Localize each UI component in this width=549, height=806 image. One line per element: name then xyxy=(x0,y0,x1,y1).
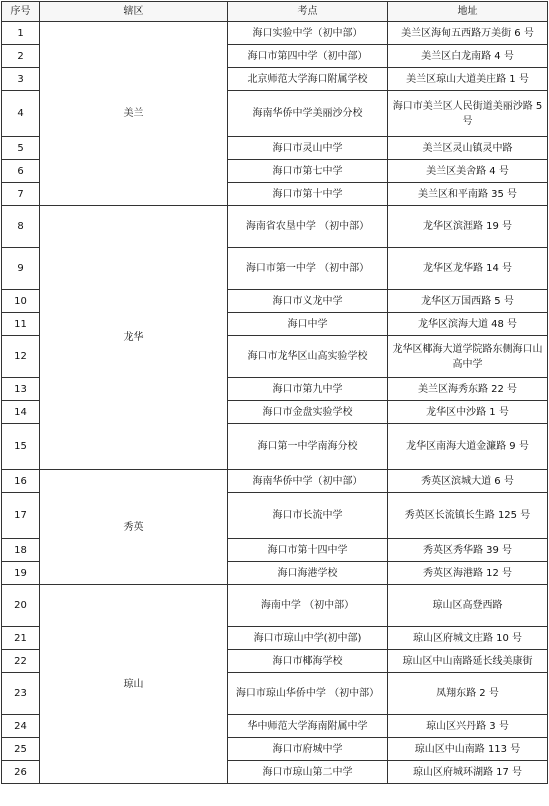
row-site: 海口市金盘实验学校 xyxy=(228,401,388,424)
row-site: 海口市第十中学 xyxy=(228,183,388,206)
row-address: 琼山区中山南路延长线美康街 xyxy=(388,650,548,673)
row-no: 8 xyxy=(2,206,40,248)
row-address: 美兰区琼山大道美庄路 1 号 xyxy=(388,68,548,91)
row-address: 龙华区中沙路 1 号 xyxy=(388,401,548,424)
row-site: 华中师范大学海南附属中学 xyxy=(228,715,388,738)
row-site: 海口中学 xyxy=(228,313,388,336)
row-site: 海口市第九中学 xyxy=(228,378,388,401)
row-address: 琼山区府城文庄路 10 号 xyxy=(388,627,548,650)
table-row xyxy=(2,585,548,627)
row-site: 海口市府城中学 xyxy=(228,738,388,761)
row-address: 美兰区海秀东路 22 号 xyxy=(388,378,548,401)
row-site: 海口市琼山第二中学 xyxy=(228,761,388,784)
row-no: 2 xyxy=(2,45,40,68)
header-district: 辖区 xyxy=(40,2,228,22)
district-cell: 秀英 xyxy=(40,470,228,585)
row-address: 龙华区椰海大道学院路东侧海口山高中学 xyxy=(388,336,548,378)
header-site: 考点 xyxy=(228,2,388,22)
row-site: 海口实验中学（初中部） xyxy=(228,22,388,45)
row-site: 海口市长流中学 xyxy=(228,493,388,539)
row-no: 1 xyxy=(2,22,40,45)
row-site: 海南华侨中学（初中部） xyxy=(228,470,388,493)
row-site: 海南华侨中学美丽沙分校 xyxy=(228,91,388,137)
district-cell: 龙华 xyxy=(40,206,228,470)
row-site: 海口市琼山华侨中学 （初中部） xyxy=(228,673,388,715)
row-address: 龙华区龙华路 14 号 xyxy=(388,248,548,290)
row-no: 19 xyxy=(2,562,40,585)
table-row xyxy=(2,470,548,493)
row-address: 秀英区滨城大道 6 号 xyxy=(388,470,548,493)
row-no: 10 xyxy=(2,290,40,313)
table-row xyxy=(2,206,548,248)
row-address: 海口市美兰区人民街道美丽沙路 5 号 xyxy=(388,91,548,137)
row-no: 20 xyxy=(2,585,40,627)
row-address: 琼山区兴丹路 3 号 xyxy=(388,715,548,738)
row-no: 23 xyxy=(2,673,40,715)
exam-site-table-container xyxy=(1,1,548,784)
row-site: 海口市第十四中学 xyxy=(228,539,388,562)
row-address: 琼山区中山南路 113 号 xyxy=(388,738,548,761)
row-site: 海口市义龙中学 xyxy=(228,290,388,313)
row-no: 15 xyxy=(2,424,40,470)
row-site: 海南中学 （初中部） xyxy=(228,585,388,627)
row-site: 海口市第一中学 （初中部） xyxy=(228,248,388,290)
row-site: 海口市第七中学 xyxy=(228,160,388,183)
row-no: 16 xyxy=(2,470,40,493)
row-address: 秀英区长流镇长生路 125 号 xyxy=(388,493,548,539)
row-address: 龙华区滨海大道 48 号 xyxy=(388,313,548,336)
row-address: 美兰区白龙南路 4 号 xyxy=(388,45,548,68)
row-no: 22 xyxy=(2,650,40,673)
row-no: 9 xyxy=(2,248,40,290)
row-site: 海口海港学校 xyxy=(228,562,388,585)
row-no: 12 xyxy=(2,336,40,378)
district-cell: 琼山 xyxy=(40,585,228,784)
row-no: 14 xyxy=(2,401,40,424)
row-no: 11 xyxy=(2,313,40,336)
row-site: 海南省农垦中学 （初中部） xyxy=(228,206,388,248)
row-address: 琼山区府城环湖路 17 号 xyxy=(388,761,548,784)
row-no: 26 xyxy=(2,761,40,784)
row-no: 25 xyxy=(2,738,40,761)
row-no: 21 xyxy=(2,627,40,650)
row-site: 海口市琼山中学(初中部) xyxy=(228,627,388,650)
row-site: 海口市龙华区山高实验学校 xyxy=(228,336,388,378)
row-address: 凤翔东路 2 号 xyxy=(388,673,548,715)
row-address: 龙华区万国西路 5 号 xyxy=(388,290,548,313)
row-no: 24 xyxy=(2,715,40,738)
row-address: 龙华区滨涯路 19 号 xyxy=(388,206,548,248)
exam-site-table xyxy=(1,1,548,784)
row-no: 6 xyxy=(2,160,40,183)
row-address: 龙华区南海大道金濂路 9 号 xyxy=(388,424,548,470)
row-no: 18 xyxy=(2,539,40,562)
row-no: 5 xyxy=(2,137,40,160)
row-no: 3 xyxy=(2,68,40,91)
row-address: 美兰区海甸五西路万美街 6 号 xyxy=(388,22,548,45)
row-no: 4 xyxy=(2,91,40,137)
row-site: 海口市第四中学（初中部） xyxy=(228,45,388,68)
row-no: 13 xyxy=(2,378,40,401)
row-site: 海口第一中学南海分校 xyxy=(228,424,388,470)
row-no: 17 xyxy=(2,493,40,539)
row-address: 美兰区美舍路 4 号 xyxy=(388,160,548,183)
row-address: 美兰区灵山镇灵中路 xyxy=(388,137,548,160)
row-site: 海口市椰海学校 xyxy=(228,650,388,673)
row-site: 北京师范大学海口附属学校 xyxy=(228,68,388,91)
district-cell: 美兰 xyxy=(40,22,228,206)
table-row xyxy=(2,22,548,45)
row-site: 海口市灵山中学 xyxy=(228,137,388,160)
row-no: 7 xyxy=(2,183,40,206)
header-no: 序号 xyxy=(2,2,40,22)
row-address: 琼山区高登西路 xyxy=(388,585,548,627)
row-address: 美兰区和平南路 35 号 xyxy=(388,183,548,206)
header-address: 地址 xyxy=(388,2,548,22)
row-address: 秀英区海港路 12 号 xyxy=(388,562,548,585)
header-row xyxy=(2,2,548,22)
row-address: 秀英区秀华路 39 号 xyxy=(388,539,548,562)
